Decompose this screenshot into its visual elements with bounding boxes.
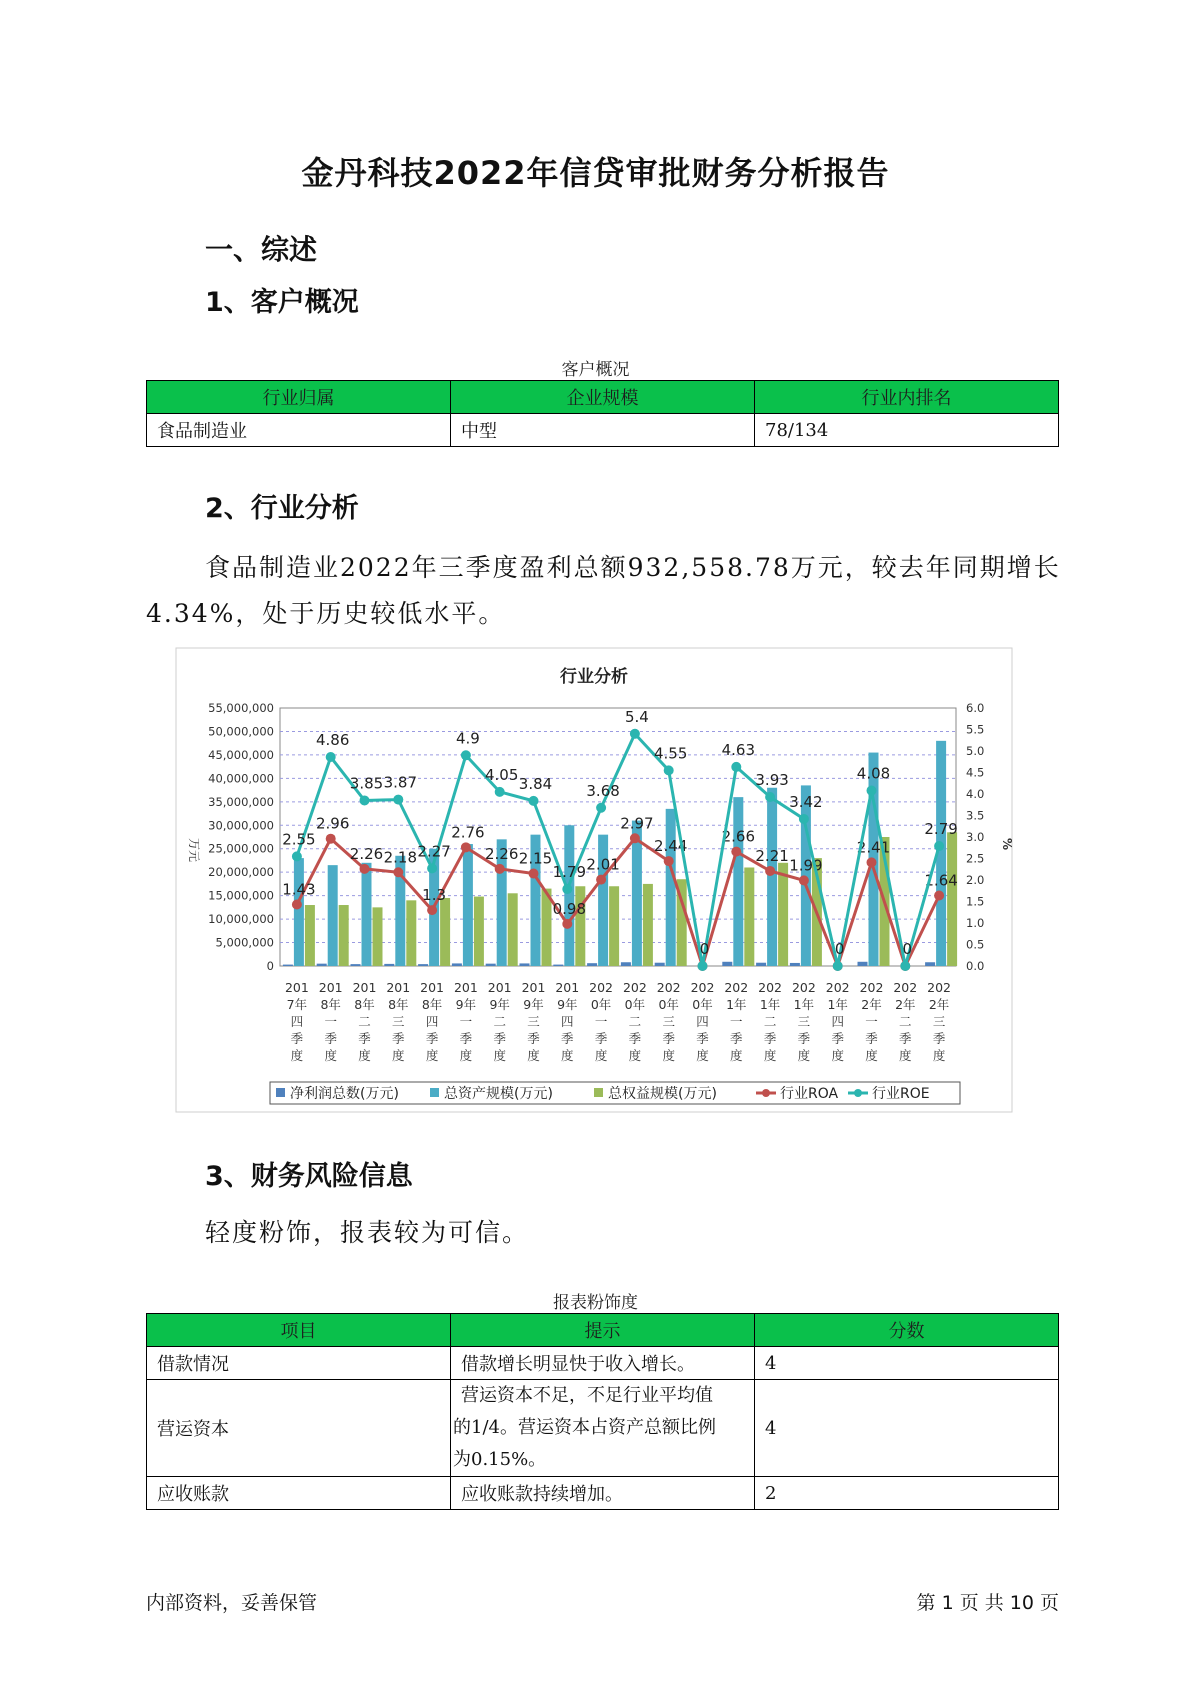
data-label-roa: 2.66: [721, 827, 756, 846]
x-tick-label: 202: [825, 980, 850, 995]
bar-total-assets: [767, 788, 777, 966]
point-roa: [393, 867, 403, 877]
data-label-roe: 4.63: [721, 740, 756, 759]
data-label-roe: 3.85: [349, 774, 384, 793]
section-heading-industry: 2、行业分析: [205, 493, 359, 524]
table-cell: [451, 1347, 755, 1380]
bar-net-profit: [351, 964, 361, 966]
bar-total-assets: [733, 797, 743, 966]
y-tick-label: 25,000,000: [208, 841, 274, 856]
x-tick-label: 202: [656, 980, 681, 995]
y2-tick-label: 4.5: [966, 765, 985, 780]
table-cell: 78/134: [755, 414, 1059, 447]
x-tick-label: 202: [589, 980, 614, 995]
table-caption-risk: 报表粉饰度: [553, 1293, 638, 1313]
x-tick-label: 2年: [861, 997, 882, 1012]
point-roe: [799, 814, 809, 824]
x-tick-label: 9年: [455, 997, 477, 1012]
data-label-roa: 2.96: [315, 814, 350, 833]
x-tick-label: 季: [797, 1031, 811, 1046]
data-label-roa: 2.26: [349, 844, 384, 863]
data-label-roa: 1.43: [282, 880, 316, 899]
x-tick-label: 201: [352, 980, 377, 995]
bar-net-profit: [418, 964, 428, 966]
x-tick-label: 度: [628, 1048, 642, 1063]
bar-total-equity: [440, 898, 450, 966]
hint-line: 应收账款持续增加。: [461, 1484, 623, 1505]
x-tick-label: 1年: [759, 997, 781, 1012]
y2-tick-label: 0.5: [966, 937, 985, 952]
data-label-roe: 0: [834, 940, 845, 958]
x-tick-label: 8年: [354, 997, 375, 1012]
x-tick-label: 201: [318, 980, 343, 995]
data-label-roe: 2.27: [417, 842, 451, 861]
x-tick-label: 1年: [726, 997, 747, 1012]
x-tick-label: 0年: [624, 997, 646, 1012]
legend-label: 行业ROA: [780, 1086, 839, 1102]
table-cell: 应收账款: [147, 1477, 451, 1510]
x-tick-label: 一: [324, 1014, 337, 1029]
point-roe: [326, 752, 336, 762]
x-tick-label: 四: [561, 1014, 574, 1029]
x-tick-label: 201: [420, 980, 445, 995]
x-tick-label: 度: [594, 1048, 608, 1063]
x-tick-label: 二: [628, 1014, 642, 1029]
table-header: 行业内排名: [755, 381, 1059, 414]
legend-label: 总权益规模(万元): [608, 1086, 717, 1102]
hint-line: 营运资本不足，不足行业平均值: [461, 1385, 713, 1406]
point-roe: [867, 786, 877, 796]
x-tick-label: 季: [324, 1031, 337, 1046]
section-heading-summary: 一、综述: [205, 233, 318, 266]
point-roa: [529, 869, 539, 879]
x-tick-label: 季: [561, 1031, 574, 1046]
x-tick-label: 8年: [421, 997, 443, 1012]
bar-net-profit: [520, 963, 530, 966]
point-roa: [326, 834, 336, 844]
y-tick-label: 45,000,000: [208, 747, 274, 762]
bar-net-profit: [621, 962, 631, 966]
bar-total-equity: [474, 897, 484, 966]
x-tick-label: 四: [696, 1014, 709, 1029]
bar-total-equity: [575, 886, 585, 966]
x-tick-label: 季: [290, 1031, 304, 1046]
table-caption-overview: 客户概况: [561, 360, 630, 380]
bar-total-assets: [666, 809, 676, 966]
footer-right: 第 1 页 共 10 页: [916, 1592, 1059, 1614]
risk-table: [146, 1313, 1059, 1510]
y-tick-label: 30,000,000: [208, 818, 274, 833]
data-label-roe: 3.93: [755, 771, 789, 790]
point-roa: [630, 833, 640, 843]
data-label-roe: 3.68: [586, 781, 620, 800]
table-cell: [451, 1380, 755, 1477]
x-tick-label: 201: [521, 980, 546, 995]
data-label-roe: 0: [902, 940, 913, 958]
bar-total-equity: [406, 900, 416, 966]
bar-total-equity: [947, 832, 957, 966]
legend-swatch: [430, 1088, 439, 1097]
point-roa: [934, 890, 944, 900]
x-tick-label: 202: [690, 980, 715, 995]
risk-paragraph: 轻度粉饰，报表较为可信。: [205, 1218, 530, 1247]
bar-total-assets: [328, 865, 338, 966]
point-roe: [393, 795, 403, 805]
x-tick-label: 季: [527, 1031, 540, 1046]
point-roa: [765, 866, 775, 876]
bar-total-assets: [463, 844, 473, 966]
bar-net-profit: [655, 963, 665, 966]
x-tick-label: 8年: [388, 997, 409, 1012]
y-tick-label: 15,000,000: [208, 888, 274, 903]
x-tick-label: 季: [899, 1031, 912, 1046]
y-tick-label: 50,000,000: [208, 724, 274, 739]
y-tick-label: 35,000,000: [208, 794, 274, 809]
point-roe: [292, 851, 302, 861]
data-label-roe: 5.4: [624, 707, 649, 726]
x-tick-label: 季: [358, 1031, 371, 1046]
table-header: 企业规模: [451, 381, 755, 414]
x-tick-label: 度: [865, 1048, 878, 1063]
x-tick-label: 三: [662, 1014, 675, 1029]
industry-paragraph-line1: 食品制造业2022年三季度盈利总额932,558.78万元，较去年同期增长: [205, 553, 1061, 582]
table-header: 项目: [147, 1314, 451, 1347]
bar-total-assets: [598, 835, 608, 966]
x-tick-label: 季: [459, 1031, 473, 1046]
x-tick-label: 9年: [557, 997, 578, 1012]
legend-swatch: [594, 1088, 603, 1097]
x-tick-label: 度: [358, 1048, 371, 1063]
table-header: 提示: [451, 1314, 755, 1347]
x-tick-label: 一: [594, 1014, 608, 1029]
x-tick-label: 季: [730, 1031, 743, 1046]
y2-tick-label: 3.5: [966, 808, 985, 823]
x-tick-label: 四: [831, 1014, 844, 1029]
bar-total-assets: [294, 858, 304, 966]
bar-net-profit: [756, 963, 766, 966]
x-tick-label: 度: [392, 1048, 405, 1063]
table-cell: [451, 1477, 755, 1510]
x-tick-label: 季: [493, 1031, 506, 1046]
data-label-roa: 2.97: [620, 814, 654, 833]
x-tick-label: 2年: [928, 997, 950, 1012]
x-tick-label: 7年: [286, 997, 308, 1012]
hint-line: 为0.15%。: [453, 1449, 547, 1470]
bar-net-profit: [317, 964, 327, 966]
bar-total-equity: [305, 905, 315, 966]
page-title: 金丹科技2022年信贷审批财务分析报告: [301, 154, 890, 192]
x-tick-label: 季: [831, 1031, 844, 1046]
data-label-roe: 0: [699, 940, 710, 958]
data-label-roe: 2.79: [924, 820, 958, 839]
x-tick-label: 度: [763, 1048, 777, 1063]
legend-swatch: [276, 1088, 285, 1097]
data-label-roa: 2.01: [586, 855, 620, 874]
point-roe: [765, 792, 775, 802]
x-tick-label: 度: [932, 1048, 946, 1063]
x-tick-label: 度: [459, 1048, 473, 1063]
point-roa: [664, 856, 674, 866]
bar-net-profit: [283, 965, 293, 966]
y2-tick-label: 5.0: [966, 744, 985, 758]
x-tick-label: 四: [290, 1014, 304, 1029]
x-tick-label: 度: [797, 1048, 811, 1063]
x-tick-label: 三: [797, 1014, 811, 1029]
x-tick-label: 8年: [320, 997, 341, 1012]
x-tick-label: 1年: [793, 997, 815, 1012]
x-tick-label: 季: [628, 1031, 642, 1046]
x-tick-label: 202: [791, 980, 816, 995]
x-tick-label: 202: [893, 980, 918, 995]
bar-total-assets: [362, 863, 372, 966]
point-roa: [867, 857, 877, 867]
y2-tick-label: 3.0: [966, 830, 985, 844]
bar-net-profit: [925, 962, 935, 966]
bar-net-profit: [722, 962, 732, 966]
point-roe: [664, 765, 674, 775]
x-tick-label: 度: [730, 1048, 743, 1063]
y-tick-label: 20,000,000: [208, 865, 274, 880]
x-tick-label: 度: [696, 1048, 709, 1063]
x-tick-label: 季: [696, 1031, 709, 1046]
legend-label: 净利润总数(万元): [290, 1086, 399, 1102]
y2-tick-label: 2.5: [966, 851, 985, 866]
point-roe: [495, 787, 505, 797]
y-axis-label: 万元: [187, 838, 201, 863]
data-label-roe: 3.87: [383, 773, 418, 792]
x-tick-label: 9年: [523, 997, 544, 1012]
x-tick-label: 9年: [489, 997, 510, 1012]
x-tick-label: 一: [865, 1014, 878, 1029]
point-roe: [461, 750, 471, 760]
y-tick-label: 10,000,000: [208, 912, 274, 927]
point-roa: [292, 900, 302, 910]
bar-net-profit: [486, 964, 496, 966]
table-cell: 食品制造业: [147, 414, 451, 447]
data-label-roe: 3.42: [789, 792, 823, 811]
x-tick-label: 四: [425, 1014, 439, 1029]
table-cell: 2: [755, 1477, 1059, 1510]
x-tick-label: 度: [561, 1048, 574, 1063]
y-tick-label: 0: [266, 959, 274, 973]
bar-net-profit: [384, 964, 394, 966]
x-tick-label: 一: [730, 1014, 743, 1029]
data-label-roe: 1.79: [552, 863, 587, 882]
x-tick-label: 二: [899, 1014, 912, 1029]
bar-total-assets: [564, 825, 574, 966]
y2-tick-label: 1.5: [966, 894, 985, 909]
x-tick-label: 201: [453, 980, 478, 995]
bar-net-profit: [587, 963, 597, 966]
y2-tick-label: 1.0: [966, 916, 985, 930]
data-label-roe: 4.55: [653, 744, 688, 763]
data-label-roe: 4.9: [455, 729, 480, 748]
x-tick-label: 季: [594, 1031, 608, 1046]
table-cell: 4: [755, 1380, 1059, 1477]
data-label-roa: 2.18: [383, 848, 418, 867]
data-label-roa: 1.64: [924, 871, 958, 890]
x-tick-label: 三: [932, 1014, 946, 1029]
bar-total-equity: [744, 867, 754, 966]
data-label-roa: 2.21: [755, 846, 789, 865]
y2-tick-label: 5.5: [966, 722, 985, 737]
x-tick-label: 202: [927, 980, 952, 995]
x-tick-label: 季: [865, 1031, 878, 1046]
data-label-roe: 3.84: [518, 774, 553, 793]
data-label-roa: 2.44: [653, 837, 688, 856]
x-tick-label: 度: [899, 1048, 912, 1063]
bar-total-equity: [609, 886, 619, 966]
point-roe: [934, 841, 944, 851]
data-label-roa: 2.26: [484, 844, 519, 863]
x-tick-label: 0年: [658, 997, 679, 1012]
point-roe: [630, 729, 640, 739]
point-roe: [529, 796, 539, 806]
x-tick-label: 季: [932, 1031, 946, 1046]
x-tick-label: 0年: [692, 997, 713, 1012]
x-tick-label: 季: [763, 1031, 777, 1046]
x-tick-label: 度: [425, 1048, 439, 1063]
table-header: 行业归属: [147, 381, 451, 414]
x-tick-label: 202: [622, 980, 647, 995]
point-roe: [562, 884, 572, 894]
y2-tick-label: 4.0: [966, 787, 985, 801]
legend-label: 行业ROE: [872, 1086, 930, 1102]
x-tick-label: 二: [493, 1014, 506, 1029]
bar-net-profit: [452, 963, 462, 966]
x-tick-label: 季: [662, 1031, 675, 1046]
bar-net-profit: [790, 963, 800, 966]
hint-line: 的1/4。营运资本占资产总额比例: [453, 1417, 716, 1438]
point-roe: [833, 961, 843, 971]
point-roa: [360, 864, 370, 874]
table-cell: 4: [755, 1347, 1059, 1380]
hint-line: 借款增长明显快于收入增长。: [461, 1354, 695, 1375]
x-tick-label: 一: [459, 1014, 473, 1029]
industry-paragraph-line2: 4.34%，处于历史较低水平。: [146, 599, 506, 628]
data-label-roa: 1.3: [422, 886, 447, 905]
x-tick-label: 度: [831, 1048, 844, 1063]
x-tick-label: 度: [493, 1048, 506, 1063]
x-tick-label: 季: [425, 1031, 439, 1046]
point-roe: [698, 961, 708, 971]
y-tick-label: 40,000,000: [208, 771, 274, 786]
x-tick-label: 度: [324, 1048, 337, 1063]
legend-swatch: [854, 1089, 862, 1097]
y-tick-label: 55,000,000: [208, 701, 274, 715]
bar-total-equity: [373, 907, 383, 966]
data-label-roa: 1.99: [789, 856, 823, 875]
point-roe: [596, 803, 606, 813]
bar-net-profit: [553, 965, 563, 966]
bar-total-equity: [339, 905, 349, 966]
x-tick-label: 202: [859, 980, 884, 995]
point-roe: [900, 961, 910, 971]
section-heading-risk: 3、财务风险信息: [205, 1161, 413, 1192]
data-label-roa: 2.76: [451, 823, 485, 842]
x-tick-label: 季: [392, 1031, 405, 1046]
section-heading-overview: 1、客户概况: [205, 287, 359, 318]
table-cell: 中型: [451, 414, 755, 447]
x-tick-label: 度: [662, 1048, 675, 1063]
y-tick-label: 5,000,000: [215, 935, 274, 950]
footer-left: 内部资料，妥善保管: [146, 1592, 318, 1614]
y2-tick-label: 0.0: [966, 959, 985, 973]
x-tick-label: 三: [392, 1014, 405, 1029]
point-roa: [799, 875, 809, 885]
data-label-roa: 2.41: [856, 838, 891, 857]
x-tick-label: 度: [527, 1048, 540, 1063]
y2-tick-label: 2.0: [966, 873, 985, 887]
x-tick-label: 2年: [895, 997, 916, 1012]
data-label-roe: 4.05: [484, 765, 519, 784]
point-roe: [427, 863, 437, 873]
point-roa: [427, 905, 437, 915]
table-cell: 营运资本: [147, 1380, 451, 1477]
bar-total-equity: [643, 884, 653, 966]
x-tick-label: 二: [358, 1014, 371, 1029]
point-roe: [360, 795, 370, 805]
x-tick-label: 201: [555, 980, 580, 995]
x-tick-label: 201: [386, 980, 411, 995]
x-tick-label: 度: [290, 1048, 304, 1063]
data-label-roe: 4.08: [856, 764, 891, 783]
data-label-roe: 2.55: [282, 830, 316, 849]
point-roa: [461, 842, 471, 852]
bar-total-equity: [778, 863, 788, 966]
bar-total-equity: [508, 893, 518, 966]
data-label-roa: 2.15: [518, 849, 553, 868]
point-roe: [731, 762, 741, 772]
x-tick-label: 201: [487, 980, 512, 995]
data-label-roa: 0.98: [552, 899, 587, 918]
chart-title: 行业分析: [560, 667, 628, 687]
y2-axis-label: %: [1000, 838, 1014, 851]
x-tick-label: 201: [284, 980, 309, 995]
x-tick-label: 202: [724, 980, 749, 995]
x-tick-label: 二: [763, 1014, 777, 1029]
table-cell: 借款情况: [147, 1347, 451, 1380]
point-roa: [562, 919, 572, 929]
bar-net-profit: [858, 962, 868, 966]
x-tick-label: 1年: [827, 997, 848, 1012]
data-label-roe: 4.86: [315, 731, 350, 750]
y2-tick-label: 6.0: [966, 701, 985, 715]
x-tick-label: 0年: [590, 997, 612, 1012]
point-roa: [731, 847, 741, 857]
point-roa: [596, 875, 606, 885]
x-tick-label: 202: [758, 980, 783, 995]
point-roa: [495, 864, 505, 874]
legend-swatch: [762, 1089, 770, 1097]
table-header: 分数: [755, 1314, 1059, 1347]
x-tick-label: 三: [527, 1014, 540, 1029]
legend-label: 总资产规模(万元): [444, 1086, 553, 1102]
